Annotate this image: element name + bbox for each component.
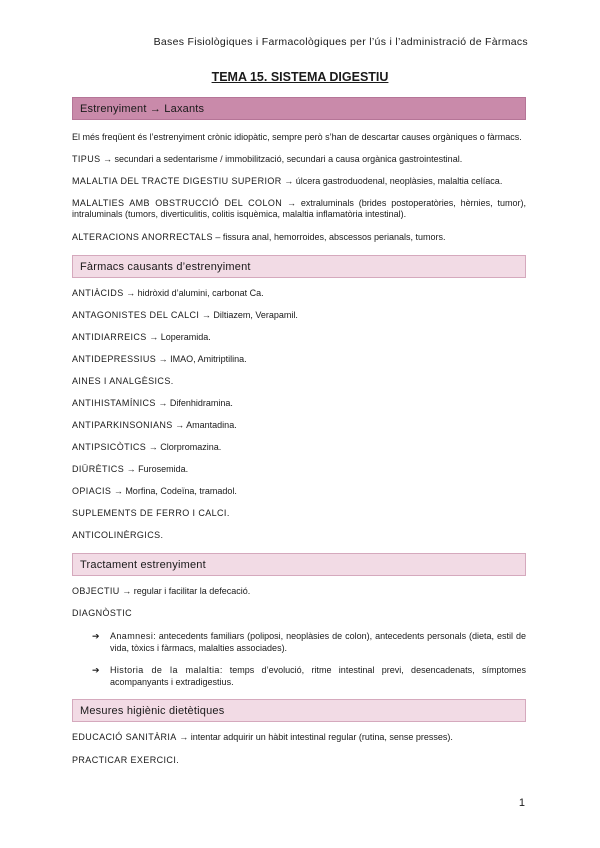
list-item	[72, 288, 526, 299]
list-item	[72, 508, 526, 519]
drug-class-label: ANTIDIARREICS	[72, 332, 147, 342]
list-item	[72, 464, 526, 475]
bullet-text: : antecedents familiars (poliposi, neoplàsies de colon), antecedents personals (dieta, estil de vida, tòxics i fàrmacs, malalties associades).	[110, 631, 526, 653]
drug-class-label: DIÜRÈTICS	[72, 464, 125, 474]
drug-examples: → Morfina, Codeïna, tramadol.	[111, 486, 237, 496]
drug-examples: → Amantadina.	[172, 420, 237, 430]
page-number: 1	[518, 797, 525, 809]
section-heading-estrenyiment: Estrenyiment → Laxants	[72, 97, 526, 120]
tipus-text: → secundari a sedentarisme / immobilització, secundari a causa orgànica gastrointestinal.	[100, 154, 463, 164]
page-title: TEMA 15. SISTEMA DIGESTIU	[211, 70, 389, 84]
drug-examples: → Clorpromazina.	[146, 442, 222, 452]
educacio-text: → intentar adquirir un hàbit intestinal regular (rutina, sense presses).	[176, 732, 453, 742]
drug-class-label: ANTIDEPRESSIUS	[72, 354, 157, 364]
diagnostic-label: DIAGNÒSTIC	[72, 608, 133, 618]
bullet-text: : temps d’evolució, ritme intestinal previ, desencadenats, símptomes acompanyants i extradigestius.	[110, 665, 526, 687]
list-item	[72, 332, 526, 343]
list-item	[72, 310, 526, 321]
drug-class-label: ANTAGONISTES DEL CALCI	[72, 310, 200, 320]
anorrectals-label: ALTERACIONS ANORRECTALS	[72, 232, 213, 242]
educacio-paragraph	[72, 732, 526, 743]
bullet-label: Anamnesi	[110, 631, 154, 641]
drug-examples: → Diltiazem, Verapamil.	[199, 310, 298, 320]
exercici-paragraph: PRACTICAR EXERCICI.	[72, 755, 180, 765]
drug-examples: → Loperamida.	[146, 332, 211, 342]
obstruccio-text: → extraluminals (brides postoperatòries, hèrnies, tumor), intraluminals (tumors, diverticulitis, colitis isquèmica, malaltia inflamatòria intestinal).	[72, 198, 527, 219]
anorrectals-paragraph	[72, 232, 526, 243]
intro-paragraph: El més freqüent és l’estrenyiment crònic idiopàtic, sempre però s’han de descartar causes orgàniques o fàrmacs.	[72, 132, 522, 142]
drug-class-label: AINES I ANALGÈSICS.	[72, 376, 174, 386]
drug-examples: → IMAO, Amitriptilina.	[156, 354, 247, 364]
bullet-item-historia	[110, 664, 526, 688]
section-heading-mesures: Mesures higiènic dietètiques	[72, 699, 526, 722]
section-heading-tractament: Tractament estrenyiment	[72, 553, 526, 576]
arrow-bullet-icon: ➔	[92, 665, 100, 675]
drug-class-label: ANTIPSICÒTICS	[72, 442, 147, 452]
drug-class-label: ANTIÀCIDS	[72, 288, 124, 298]
bullet-label: Historia de la malaltia	[110, 665, 220, 675]
list-item	[72, 442, 526, 453]
drug-class-label: OPIACIS	[72, 486, 112, 496]
running-header: Bases Fisiològiques i Farmacològiques per l’ús i l’administració de Fàrmacs	[153, 36, 528, 48]
section-heading-farmacs-causants: Fàrmacs causants d’estrenyiment	[72, 255, 526, 278]
tipus-paragraph	[72, 154, 526, 165]
list-item	[72, 486, 526, 497]
list-item	[72, 530, 526, 541]
list-item	[72, 354, 526, 365]
obstruccio-label: MALALTIES AMB OBSTRUCCIÓ DEL COLON	[72, 198, 283, 208]
malaltia-superior-text: → úlcera gastroduodenal, neoplàsies, malaltia celíaca.	[281, 176, 503, 186]
malaltia-superior-paragraph	[72, 176, 526, 187]
list-item	[72, 376, 526, 387]
bullet-item-anamnesi	[110, 630, 526, 654]
list-item	[72, 398, 526, 409]
list-item	[72, 420, 526, 431]
objectiu-paragraph	[72, 586, 526, 597]
obstruccio-paragraph	[72, 198, 526, 220]
drug-examples: → hidròxid d’alumini, carbonat Ca.	[123, 288, 264, 298]
drug-examples: → Difenhidramina.	[155, 398, 233, 408]
drug-class-label: ANTICOLINÈRGICS.	[72, 530, 164, 540]
drug-class-label: SUPLEMENTS DE FERRO I CALCI.	[72, 508, 230, 518]
objectiu-text: → regular i facilitar la defecació.	[119, 586, 251, 596]
drug-class-label: ANTIHISTAMÍNICS	[72, 398, 156, 408]
drug-examples: → Furosemida.	[124, 464, 189, 474]
anorrectals-text: – fissura anal, hemorroides, abscessos perianals, tumors.	[212, 232, 446, 242]
drug-class-label: ANTIPARKINSONIANS	[72, 420, 173, 430]
tipus-label: TIPUS	[72, 154, 101, 164]
arrow-bullet-icon: ➔	[92, 631, 100, 641]
objectiu-label: OBJECTIU	[72, 586, 120, 596]
educacio-label: EDUCACIÓ SANITÀRIA	[72, 732, 177, 742]
malaltia-superior-label: MALALTIA DEL TRACTE DIGESTIU SUPERIOR	[72, 176, 282, 186]
